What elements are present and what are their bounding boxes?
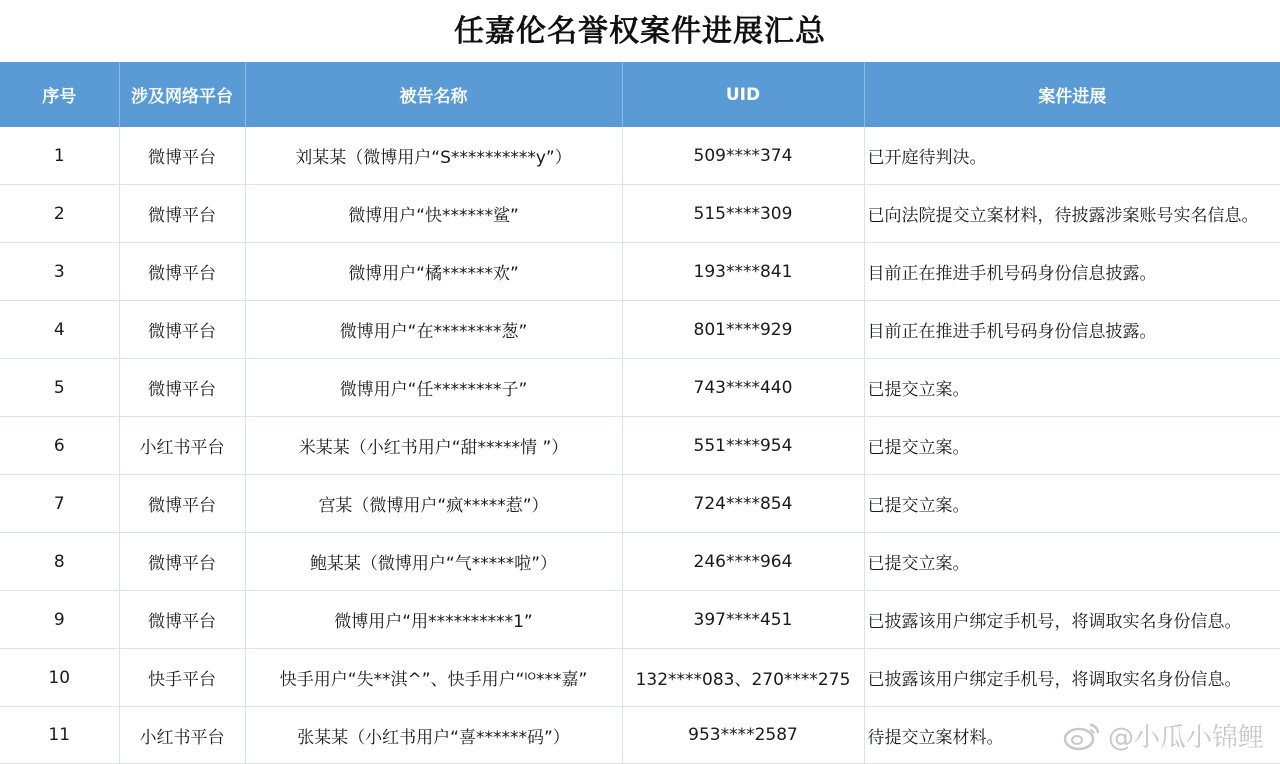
cell-platform: 微博平台 bbox=[119, 243, 245, 301]
cell-uid: 193****841 bbox=[622, 243, 864, 301]
cell-uid: 509****374 bbox=[622, 127, 864, 185]
table-row bbox=[0, 243, 1280, 301]
cell-uid: 132****083、270****275 bbox=[622, 649, 864, 707]
cell-progress: 目前正在推进手机号码身份信息披露。 bbox=[864, 301, 1280, 359]
table-header bbox=[0, 62, 1280, 127]
cell-progress: 已提交立案。 bbox=[864, 417, 1280, 475]
cell-uid: 953****2587 bbox=[622, 707, 864, 764]
table-body bbox=[0, 127, 1280, 764]
cell-uid: 551****954 bbox=[622, 417, 864, 475]
cell-defendant: 微博用户“橘******欢” bbox=[245, 243, 622, 301]
cell-uid: 724****854 bbox=[622, 475, 864, 533]
header-progress: 案件进展 bbox=[864, 62, 1280, 127]
table-row bbox=[0, 591, 1280, 649]
cell-progress: 目前正在推进手机号码身份信息披露。 bbox=[864, 243, 1280, 301]
cell-no: 4 bbox=[0, 301, 119, 359]
cell-platform: 微博平台 bbox=[119, 533, 245, 591]
header-defendant: 被告名称 bbox=[245, 62, 622, 127]
header-uid: UID bbox=[622, 62, 864, 127]
header-platform: 涉及网络平台 bbox=[119, 62, 245, 127]
cell-no: 2 bbox=[0, 185, 119, 243]
cell-no: 3 bbox=[0, 243, 119, 301]
cell-defendant: 微博用户“快******鲨” bbox=[245, 185, 622, 243]
table-row bbox=[0, 417, 1280, 475]
table-row bbox=[0, 301, 1280, 359]
weibo-logo-icon bbox=[1062, 721, 1102, 751]
table-row bbox=[0, 649, 1280, 707]
watermark-text: @小瓜小锦鲤 bbox=[1107, 723, 1264, 753]
cell-no: 9 bbox=[0, 591, 119, 649]
cell-uid: 743****440 bbox=[622, 359, 864, 417]
cell-platform: 小红书平台 bbox=[119, 707, 245, 764]
cell-defendant: 米某某（小红书用户“甜*****情 ”） bbox=[245, 417, 622, 475]
cell-progress: 已提交立案。 bbox=[864, 533, 1280, 591]
table-row bbox=[0, 533, 1280, 591]
cell-defendant: 鲍某某（微博用户“气*****啦”） bbox=[245, 533, 622, 591]
case-table bbox=[0, 62, 1280, 764]
table-row bbox=[0, 475, 1280, 533]
cell-platform: 微博平台 bbox=[119, 127, 245, 185]
cell-uid: 397****451 bbox=[622, 591, 864, 649]
cell-defendant: 快手用户“失**淇^”、快手用户“ᴵᴼ***嘉” bbox=[245, 649, 622, 707]
cell-platform: 快手平台 bbox=[119, 649, 245, 707]
cell-platform: 微博平台 bbox=[119, 301, 245, 359]
cell-progress: 已向法院提交立案材料，待披露涉案账号实名信息。 bbox=[864, 185, 1280, 243]
page-title: 任嘉伦名誉权案件进展汇总 bbox=[454, 14, 826, 49]
cell-no: 8 bbox=[0, 533, 119, 591]
table-row bbox=[0, 359, 1280, 417]
cell-no: 7 bbox=[0, 475, 119, 533]
cell-defendant: 微博用户“用**********1” bbox=[245, 591, 622, 649]
cell-uid: 246****964 bbox=[622, 533, 864, 591]
cell-platform: 微博平台 bbox=[119, 591, 245, 649]
watermark bbox=[1062, 717, 1264, 754]
cell-uid: 801****929 bbox=[622, 301, 864, 359]
cell-progress: 已开庭待判决。 bbox=[864, 127, 1280, 185]
cell-defendant: 刘某某（微博用户“S**********y”） bbox=[245, 127, 622, 185]
cell-defendant: 微博用户“任********子” bbox=[245, 359, 622, 417]
cell-uid: 515****309 bbox=[622, 185, 864, 243]
header-no: 序号 bbox=[0, 62, 119, 127]
cell-progress: 已披露该用户绑定手机号，将调取实名身份信息。 bbox=[864, 649, 1280, 707]
cell-no: 1 bbox=[0, 127, 119, 185]
cell-defendant: 宫某（微博用户“疯*****惹”） bbox=[245, 475, 622, 533]
cell-progress: 待提交立案材料。 bbox=[864, 707, 1280, 764]
cell-no: 10 bbox=[0, 649, 119, 707]
cell-defendant: 张某某（小红书用户“喜******码”） bbox=[245, 707, 622, 764]
cell-platform: 小红书平台 bbox=[119, 417, 245, 475]
cell-no: 6 bbox=[0, 417, 119, 475]
cell-defendant: 微博用户“在********葱” bbox=[245, 301, 622, 359]
cell-platform: 微博平台 bbox=[119, 475, 245, 533]
cell-progress: 已提交立案。 bbox=[864, 359, 1280, 417]
cell-platform: 微博平台 bbox=[119, 185, 245, 243]
cell-progress: 已披露该用户绑定手机号，将调取实名身份信息。 bbox=[864, 591, 1280, 649]
cell-platform: 微博平台 bbox=[119, 359, 245, 417]
table-row bbox=[0, 185, 1280, 243]
cell-no: 11 bbox=[0, 707, 119, 764]
cell-no: 5 bbox=[0, 359, 119, 417]
table-row bbox=[0, 127, 1280, 185]
cell-progress: 已提交立案。 bbox=[864, 475, 1280, 533]
